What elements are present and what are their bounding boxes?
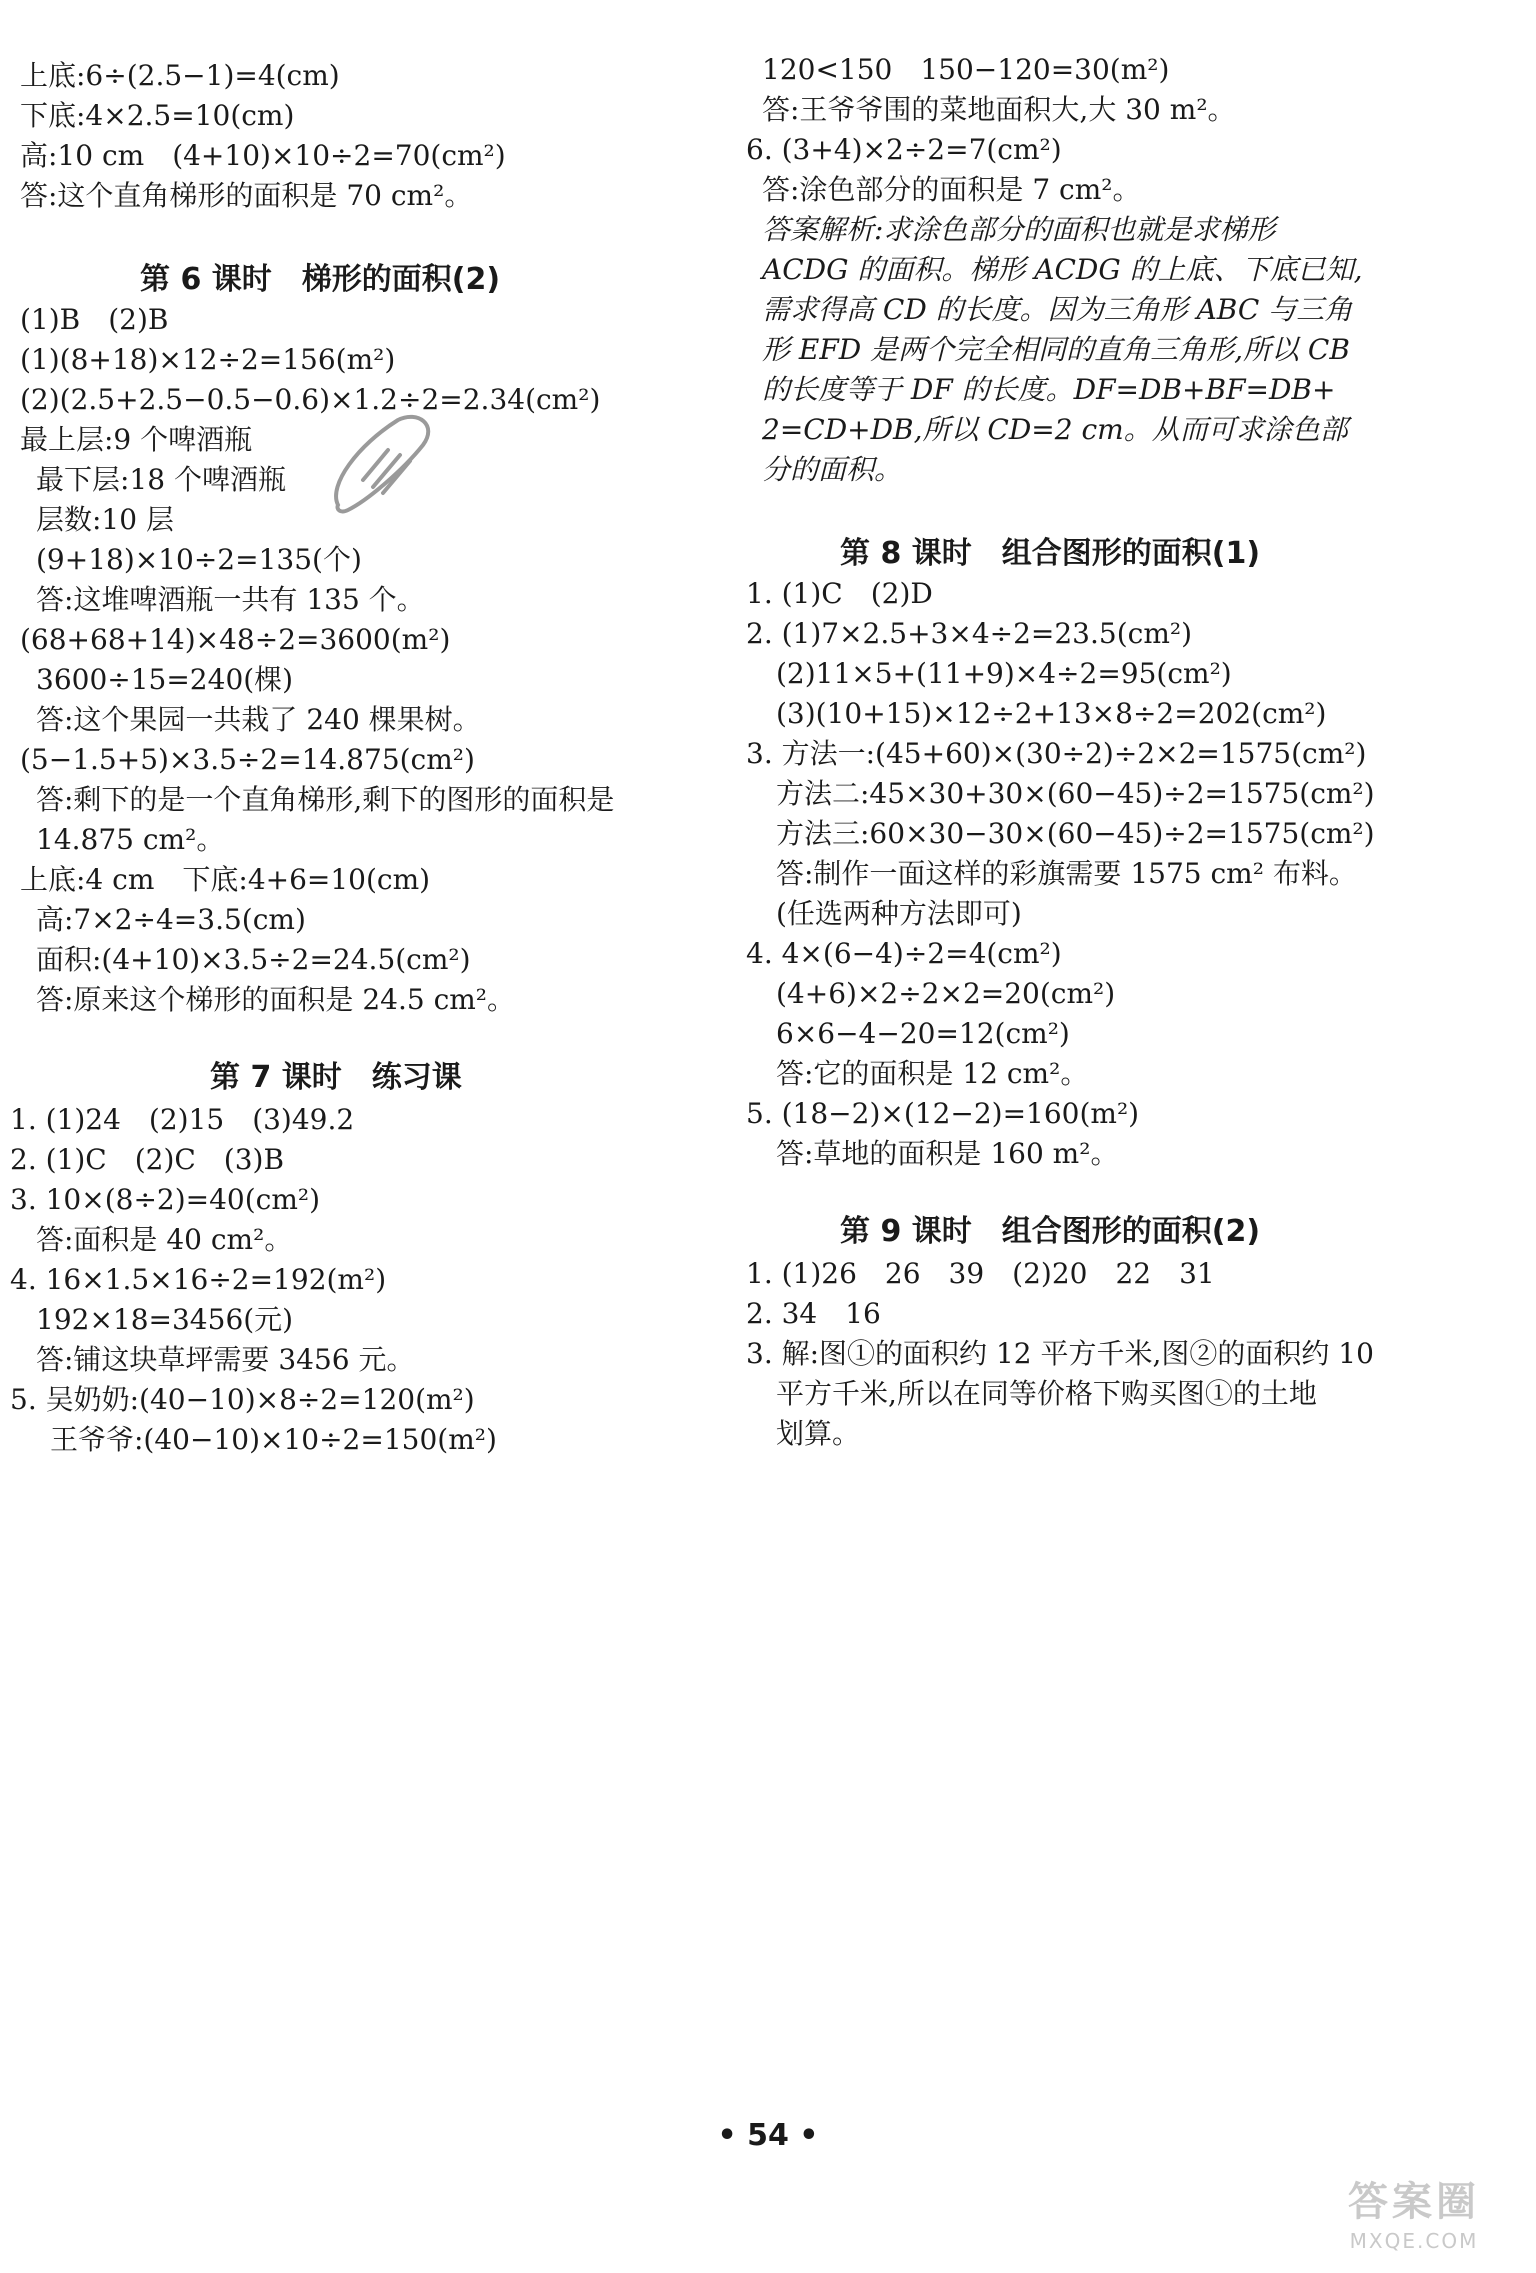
pen-mark-graphic bbox=[318, 405, 458, 525]
text-line: 1. (1)26 26 39 (2)20 22 31 bbox=[746, 1257, 1215, 1290]
text-line: 答:这堆啤酒瓶一共有 135 个。 bbox=[36, 583, 425, 616]
analysis-text: 答案解析:求涂色部分的面积也就是求梯形 bbox=[762, 213, 1276, 246]
text-line: 答:草地的面积是 160 m²。 bbox=[776, 1137, 1119, 1170]
text-line: 3. 解:图①的面积约 12 平方千米,图②的面积约 10 bbox=[746, 1337, 1374, 1370]
text-line: 5. (18−2)×(12−2)=160(m²) bbox=[746, 1097, 1140, 1130]
text-line: 192×18=3456(元) bbox=[36, 1303, 294, 1336]
text-line: 方法三:60×30−30×(60−45)÷2=1575(cm²) bbox=[776, 817, 1375, 850]
text-line: 答:涂色部分的面积是 7 cm²。 bbox=[762, 173, 1141, 206]
text-line: 4. 16×1.5×16÷2=192(m²) bbox=[10, 1263, 387, 1296]
watermark-text: 答案圈 bbox=[1348, 2179, 1480, 2225]
watermark-logo bbox=[1304, 2176, 1524, 2266]
text-line: 面积:(4+10)×3.5÷2=24.5(cm²) bbox=[36, 943, 471, 976]
text-line: 1. (1)24 (2)15 (3)49.2 bbox=[10, 1103, 355, 1136]
text-line: 答:剩下的是一个直角梯形,剩下的图形的面积是 bbox=[36, 783, 615, 816]
text-line: 答:王爷爷围的菜地面积大,大 30 m²。 bbox=[762, 93, 1236, 126]
text-line: 上底:6÷(2.5−1)=4(cm) bbox=[20, 59, 340, 92]
text-line: 答:原来这个梯形的面积是 24.5 cm²。 bbox=[36, 983, 516, 1016]
watermark-url: MXQE.COM bbox=[1349, 2229, 1479, 2253]
text-line: (2)11×5+(11+9)×4÷2=95(cm²) bbox=[776, 657, 1232, 690]
text-line: (1)B (2)B bbox=[20, 303, 169, 336]
text-line: 3600÷15=240(棵) bbox=[36, 663, 294, 696]
analysis-text: 的长度等于 DF 的长度。DF=DB+BF=DB+ bbox=[762, 373, 1336, 406]
text-line: 2. 34 16 bbox=[746, 1297, 881, 1330]
page-number: • 54 • bbox=[717, 2118, 819, 2153]
text-line: 答:它的面积是 12 cm²。 bbox=[776, 1057, 1089, 1090]
text-line: 2. (1)7×2.5+3×4÷2=23.5(cm²) bbox=[746, 617, 1193, 650]
analysis-text: 2=CD+DB,所以 CD=2 cm。从而可求涂色部 bbox=[762, 413, 1348, 446]
text-line: 答:这个直角梯形的面积是 70 cm²。 bbox=[20, 179, 473, 212]
text-line: 2. (1)C (2)C (3)B bbox=[10, 1143, 285, 1176]
text-line: 1. (1)C (2)D bbox=[746, 577, 933, 610]
text-line: 答:这个果园一共栽了 240 棵果树。 bbox=[36, 703, 481, 736]
text-line: 5. 吴奶奶:(40−10)×8÷2=120(m²) bbox=[10, 1383, 475, 1416]
text-line: 高:7×2÷4=3.5(cm) bbox=[36, 903, 306, 936]
text-line: (68+68+14)×48÷2=3600(m²) bbox=[20, 623, 451, 656]
text-line: 4. 4×(6−4)÷2=4(cm²) bbox=[746, 937, 1062, 970]
text-line: 划算。 bbox=[776, 1417, 861, 1450]
text-line: 下底:4×2.5=10(cm) bbox=[20, 99, 295, 132]
text-line: (3)(10+15)×12÷2+13×8÷2=202(cm²) bbox=[776, 697, 1327, 730]
section-heading: 第 9 课时 组合图形的面积(2) bbox=[840, 1214, 1261, 1249]
section-heading: 第 8 课时 组合图形的面积(1) bbox=[840, 536, 1261, 571]
text-line: 高:10 cm (4+10)×10÷2=70(cm²) bbox=[20, 139, 506, 172]
text-line: 答:制作一面这样的彩旗需要 1575 cm² 布料。 bbox=[776, 857, 1357, 890]
text-line: 答:面积是 40 cm²。 bbox=[36, 1223, 293, 1256]
text-line: 王爷爷:(40−10)×10÷2=150(m²) bbox=[50, 1423, 497, 1456]
text-line: 层数:10 层 bbox=[36, 503, 174, 536]
text-line: (9+18)×10÷2=135(个) bbox=[36, 543, 362, 576]
text-line: 120<150 150−120=30(m²) bbox=[762, 53, 1170, 86]
text-line: (5−1.5+5)×3.5÷2=14.875(cm²) bbox=[20, 743, 475, 776]
analysis-text: 形 EFD 是两个完全相同的直角三角形,所以 CB bbox=[762, 333, 1350, 366]
text-line: 答:铺这块草坪需要 3456 元。 bbox=[36, 1343, 415, 1376]
text-line: 3. 10×(8÷2)=40(cm²) bbox=[10, 1183, 321, 1216]
text-line: 6. (3+4)×2÷2=7(cm²) bbox=[746, 133, 1062, 166]
text-line: 平方千米,所以在同等价格下购买图①的土地 bbox=[776, 1377, 1317, 1410]
text-line: (任选两种方法即可) bbox=[776, 897, 1022, 930]
text-line: 6×6−4−20=12(cm²) bbox=[776, 1017, 1070, 1050]
section-heading: 第 6 课时 梯形的面积(2) bbox=[140, 262, 501, 297]
text-line: 最上层:9 个啤酒瓶 bbox=[20, 423, 253, 456]
analysis-text: 需求得高 CD 的长度。因为三角形 ABC 与三角 bbox=[762, 293, 1353, 326]
text-line: 3. 方法一:(45+60)×(30÷2)÷2×2=1575(cm²) bbox=[746, 737, 1367, 770]
analysis-text: 分的面积。 bbox=[762, 453, 903, 486]
text-line: 14.875 cm²。 bbox=[36, 823, 225, 856]
section-heading: 第 7 课时 练习课 bbox=[210, 1060, 462, 1095]
analysis-text: ACDG 的面积。梯形 ACDG 的上底、下底已知, bbox=[762, 253, 1363, 286]
text-line: 上底:4 cm 下底:4+6=10(cm) bbox=[20, 863, 431, 896]
text-line: 最下层:18 个啤酒瓶 bbox=[36, 463, 286, 496]
text-line: (4+6)×2÷2×2=20(cm²) bbox=[776, 977, 1116, 1010]
text-line: 方法二:45×30+30×(60−45)÷2=1575(cm²) bbox=[776, 777, 1375, 810]
text-line: (1)(8+18)×12÷2=156(m²) bbox=[20, 343, 396, 376]
text-line: (2)(2.5+2.5−0.5−0.6)×1.2÷2=2.34(cm²) bbox=[20, 383, 601, 416]
